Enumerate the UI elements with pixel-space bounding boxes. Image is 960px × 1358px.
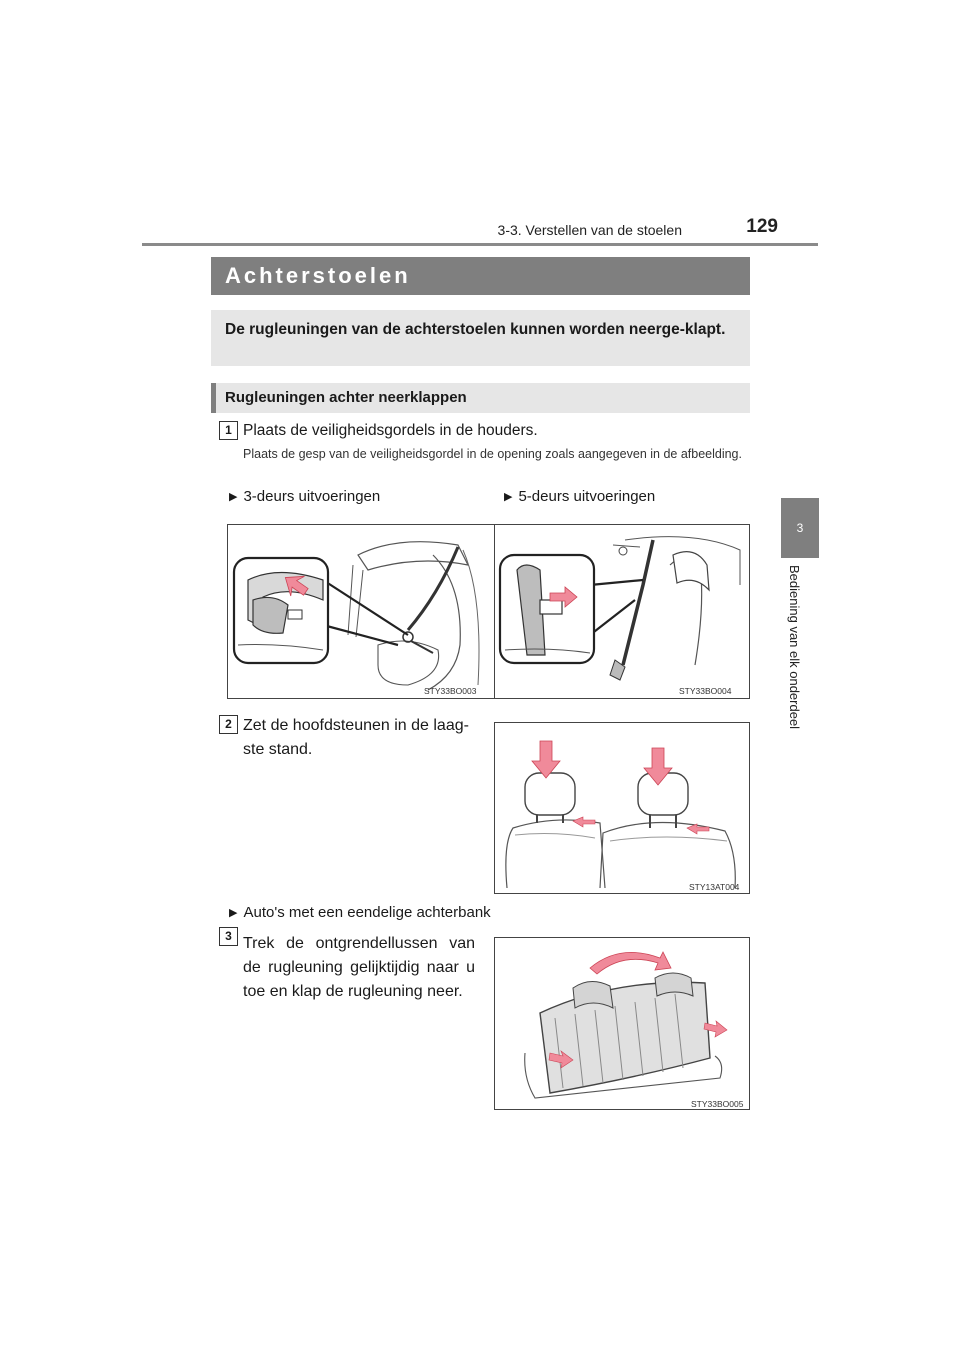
figure-1-code: STY33BO003 xyxy=(424,686,477,696)
triangle-bullet-icon: ▶ xyxy=(504,491,513,503)
chapter-title-text: Bediening van elk onderdeel xyxy=(787,565,802,730)
figure-3-code: STY13AT004 xyxy=(689,882,740,892)
bullet-bench xyxy=(229,904,491,921)
intro-box xyxy=(211,310,750,366)
step-3-number: 3 xyxy=(219,927,238,946)
fold-backrest-illustration xyxy=(495,938,749,1109)
step-1-text: Plaats de veiligheidsgordels in de houders. xyxy=(243,422,538,439)
subheading-text: Rugleuningen achter neerklappen xyxy=(225,389,467,406)
bullet-three-door xyxy=(229,488,380,505)
page-number: 129 xyxy=(746,216,778,237)
step-2-text: Zet de hoofdsteunen in de laag-ste stand. xyxy=(243,717,469,758)
triangle-bullet-icon: ▶ xyxy=(229,491,238,503)
chapter-tab: 3 xyxy=(781,498,819,558)
section-title: Achterstoelen xyxy=(225,263,411,288)
step-2-number: 2 xyxy=(219,715,238,734)
subheading-accent xyxy=(211,383,216,413)
header-divider xyxy=(142,243,818,246)
figure-4-code: STY33BO005 xyxy=(691,1099,744,1109)
subheading-bar xyxy=(211,383,750,413)
headrests-illustration xyxy=(495,723,749,893)
figure-seatbelt-three-door xyxy=(227,524,495,699)
figure-seatbelt-five-door xyxy=(494,524,750,699)
section-title-bar xyxy=(211,257,750,295)
chapter-title-vertical xyxy=(787,565,811,765)
seatbelt-three-door-illustration xyxy=(228,525,494,698)
step-1-note: Plaats de gesp van de veiligheidsgordel in de opening zoals aangegeven in de afbeelding. xyxy=(243,447,742,461)
step-3-text: Trek de ontgrendellussen van de rugleuning gelijktijdig naar u toe en klap de rugleuning neer. xyxy=(243,935,475,1000)
figure-2-code: STY33BO004 xyxy=(679,686,732,696)
bullet-three-door-text: 3-deurs uitvoeringen xyxy=(243,488,381,505)
step-1-number: 1 xyxy=(219,421,238,440)
bullet-bench-text: Auto's met een eendelige achterbank xyxy=(243,904,491,921)
figure-fold-backrest xyxy=(494,937,750,1110)
seatbelt-five-door-illustration xyxy=(495,525,749,698)
running-header-section: 3-3. Verstellen van de stoelen xyxy=(497,222,682,238)
figure-headrests xyxy=(494,722,750,894)
bullet-five-door xyxy=(504,488,655,505)
intro-text: De rugleuningen van de achterstoelen kunnen worden neerge-klapt. xyxy=(225,321,726,338)
bullet-five-door-text: 5-deurs uitvoeringen xyxy=(518,488,656,505)
triangle-bullet-icon: ▶ xyxy=(229,907,238,919)
